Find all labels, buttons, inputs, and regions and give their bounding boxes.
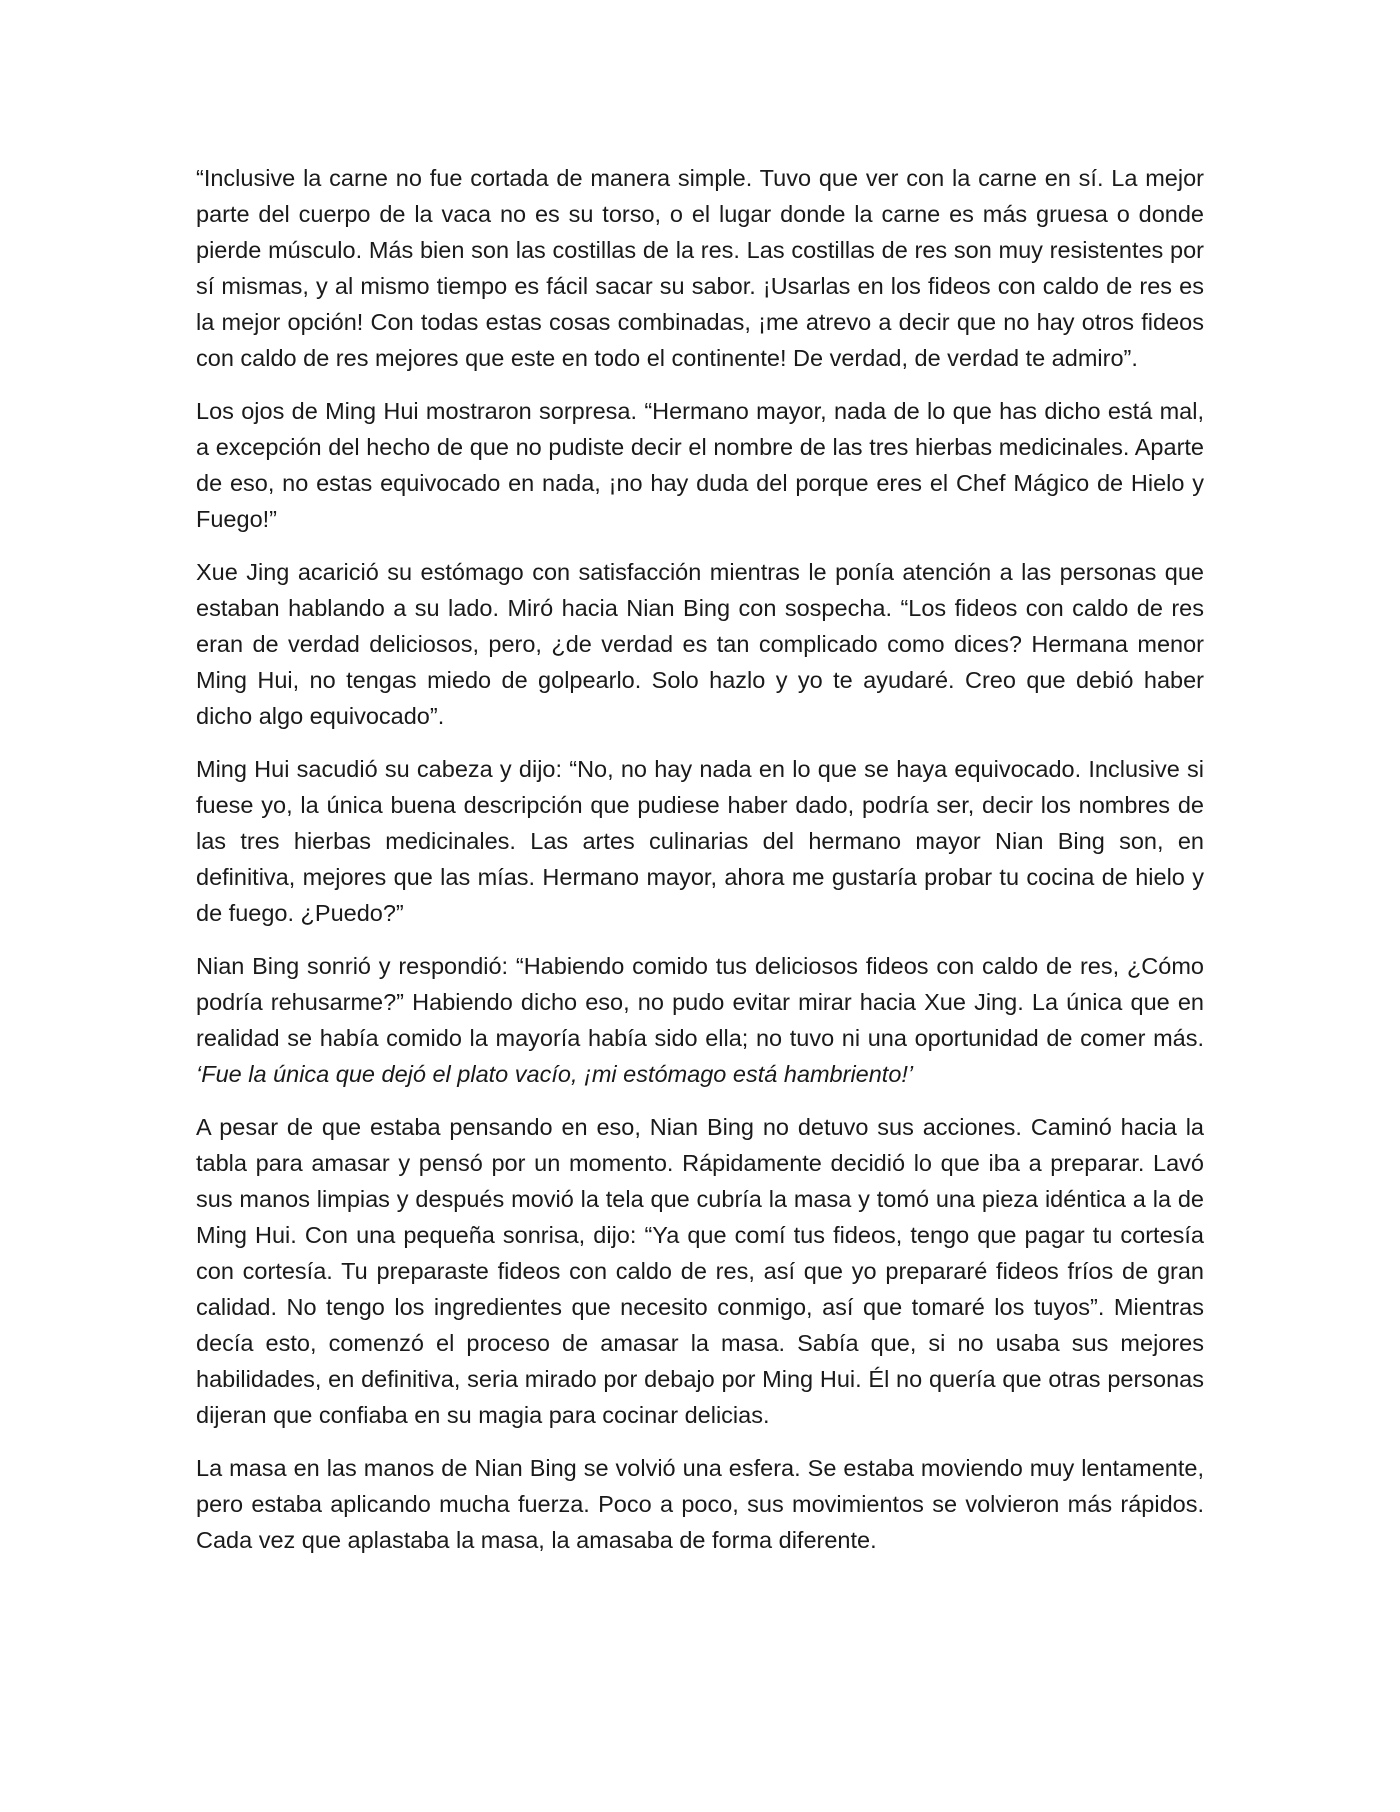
paragraph bbox=[196, 393, 1204, 537]
paragraph bbox=[196, 160, 1204, 376]
paragraph-text: Ming Hui sacudió su cabeza y dijo: “No, no hay nada en lo que se haya equivocado. Inclusive si fuese yo, la única buena descripción que pudiese haber dado, podría ser, decir los nombres de las tres hierbas medicinales. Las artes culinarias del hermano mayor Nian Bing son, en definitiva, mejores que las mías. Hermano mayor, ahora me gustaría probar tu cocina de hielo y de fuego. ¿Puedo?” bbox=[196, 756, 1204, 926]
paragraph-text: La masa en las manos de Nian Bing se volvió una esfera. Se estaba moviendo muy lentamente, pero estaba aplicando mucha fuerza. Poco a poco, sus movimientos se volvieron más rápidos. Cada vez que aplastaba la masa, la amasaba de forma diferente. bbox=[196, 1455, 1204, 1553]
paragraph-text: Nian Bing sonrió y respondió: “Habiendo comido tus deliciosos fideos con caldo de res, ¿Cómo podría rehusarme?” Habiendo dicho eso, no pudo evitar mirar hacia Xue Jing. La única que en realidad se había comido la mayoría había sido ella; no tuvo ni una oportunidad de comer más. bbox=[196, 953, 1204, 1051]
italic-inner-thought: ‘Fue la única que dejó el plato vacío, ¡mi estómago está hambriento!’ bbox=[196, 1061, 914, 1087]
paragraph-text: Los ojos de Ming Hui mostraron sorpresa. “Hermano mayor, nada de lo que has dicho está mal, a excepción del hecho de que no pudiste decir el nombre de las tres hierbas medicinales. Aparte de eso, no estas equivocado en nada, ¡no hay duda del porque eres el Chef Mágico de Hielo y Fuego!” bbox=[196, 398, 1204, 532]
paragraph-text: A pesar de que estaba pensando en eso, Nian Bing no detuvo sus acciones. Caminó hacia la tabla para amasar y pensó por un momento. Rápidamente decidió lo que iba a preparar. Lavó sus manos limpias y después movió la tela que cubría la masa y tomó una pieza idéntica a la de Ming Hui. Con una pequeña sonrisa, dijo: “Ya que comí tus fideos, tengo que pagar tu cortesía con cortesía. Tu preparaste fideos con caldo de res, así que yo prepararé fideos fríos de gran calidad. No tengo los ingredientes que necesito conmigo, así que tomaré los tuyos”. Mientras decía esto, comenzó el proceso de amasar la masa. Sabía que, si no usaba sus mejores habilidades, en definitiva, seria mirado por debajo por Ming Hui. Él no quería que otras personas dijeran que confiaba en su magia para cocinar delicias. bbox=[196, 1114, 1204, 1428]
paragraph bbox=[196, 554, 1204, 734]
paragraph bbox=[196, 948, 1204, 1092]
paragraph bbox=[196, 1450, 1204, 1558]
paragraph-text: Xue Jing acarició su estómago con satisfacción mientras le ponía atención a las personas que estaban hablando a su lado. Miró hacia Nian Bing con sospecha. “Los fideos con caldo de res eran de verdad deliciosos, pero, ¿de verdad es tan complicado como dices? Hermana menor Ming Hui, no tengas miedo de golpearlo. Solo hazlo y yo te ayudaré. Creo que debió haber dicho algo equivocado”. bbox=[196, 559, 1204, 729]
paragraph bbox=[196, 1109, 1204, 1433]
paragraph bbox=[196, 751, 1204, 931]
paragraph-text: “Inclusive la carne no fue cortada de manera simple. Tuvo que ver con la carne en sí. La mejor parte del cuerpo de la vaca no es su torso, o el lugar donde la carne es más gruesa o donde pierde músculo. Más bien son las costillas de la res. Las costillas de res son muy resistentes por sí mismas, y al mismo tiempo es fácil sacar su sabor. ¡Usarlas en los fideos con caldo de res es la mejor opción! Con todas estas cosas combinadas, ¡me atrevo a decir que no hay otros fideos con caldo de res mejores que este en todo el continente! De verdad, de verdad te admiro”. bbox=[196, 165, 1204, 371]
document-body bbox=[196, 160, 1204, 1575]
